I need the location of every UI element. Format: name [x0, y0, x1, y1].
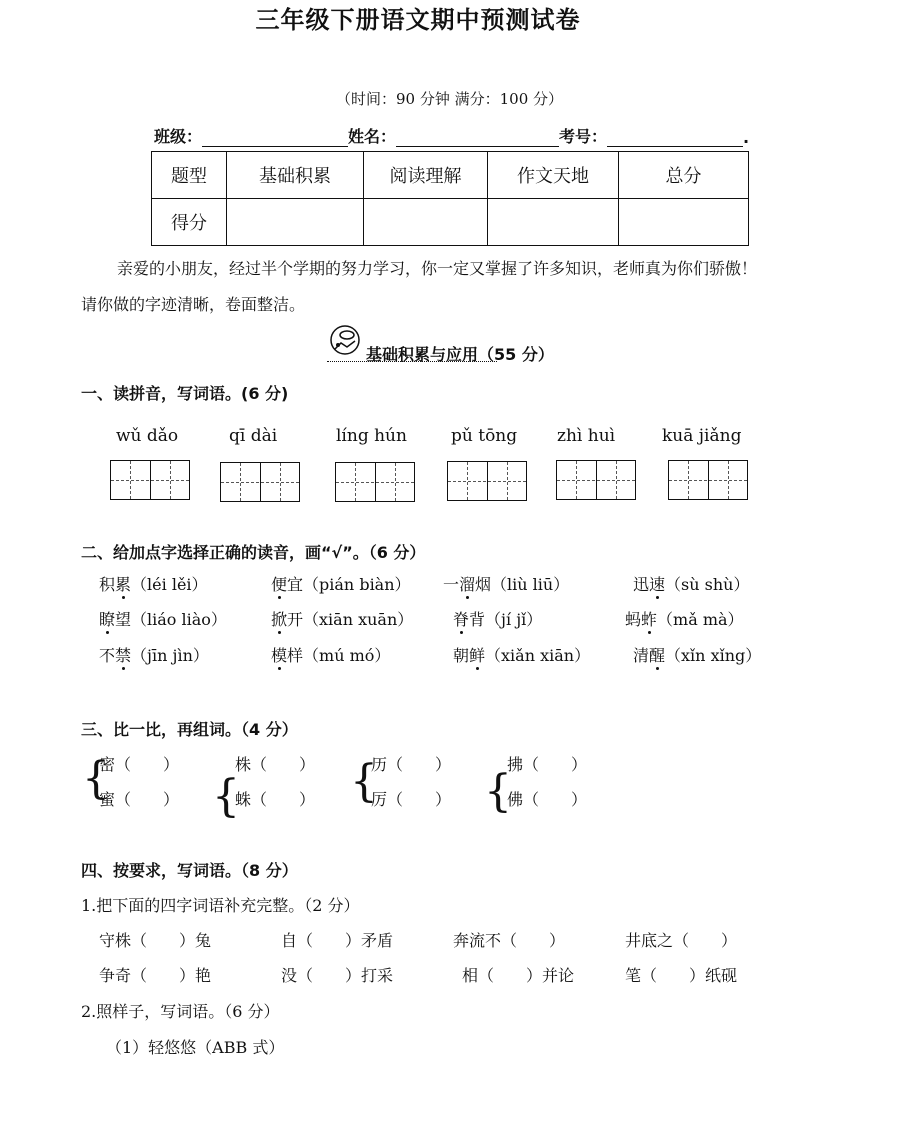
- score-table-score-row: [152, 199, 749, 246]
- q3-heading: 三、比一比，再组词。（4 分）: [81, 720, 298, 739]
- intro-line-2: 请你做的字迹清晰，卷面整洁。: [81, 295, 306, 314]
- writing-grid[interactable]: [668, 460, 748, 500]
- compare-word[interactable]: 厉（ ）: [371, 790, 452, 809]
- reading-item[interactable]: 清醒（xǐn xǐng）: [633, 646, 762, 665]
- reading-item[interactable]: 朝鲜（xiǎn xiān）: [453, 646, 591, 665]
- score-cell[interactable]: [488, 199, 619, 246]
- idiom-item[interactable]: 没（ ）打采: [281, 966, 394, 985]
- reading-item[interactable]: 迅速（sù shù）: [633, 575, 750, 594]
- compare-word[interactable]: 拂（ ）: [507, 755, 588, 774]
- score-table-header-row: [152, 152, 749, 199]
- reading-item[interactable]: 一溜烟（liù liū）: [443, 575, 570, 594]
- pinyin-6: kuā jiǎng: [662, 426, 742, 446]
- compare-word[interactable]: 株（ ）: [235, 755, 316, 774]
- reading-item[interactable]: 不禁（jīn jìn）: [99, 646, 209, 665]
- q2-heading: 二、给加点字选择正确的读音，画“√”。（6 分）: [81, 543, 426, 562]
- idiom-item[interactable]: 相（ ）并论: [462, 966, 575, 985]
- q4-heading: 四、按要求，写词语。（8 分）: [81, 861, 298, 880]
- idiom-item[interactable]: 守株（ ）兔: [99, 931, 212, 950]
- class-blank[interactable]: [202, 130, 348, 147]
- exam-info: （时间：90 分钟 满分：100 分）: [335, 90, 564, 108]
- idiom-item[interactable]: 笔（ ）纸砚: [625, 966, 738, 985]
- book-icon: [325, 323, 365, 359]
- pinyin-1: wǔ dǎo: [116, 426, 179, 446]
- class-label: 班级：: [154, 127, 203, 146]
- compare-word[interactable]: 蜜（ ）: [99, 790, 180, 809]
- part-title-underline: [327, 361, 497, 362]
- brace: {: [212, 771, 240, 822]
- q4-sub1: 1.把下面的四字词语补充完整。（2 分）: [81, 896, 360, 915]
- row-label: 得分: [152, 199, 227, 246]
- brace: {: [82, 753, 110, 804]
- header-cell: 作文天地: [488, 152, 619, 199]
- writing-grid[interactable]: [110, 460, 190, 500]
- compare-word[interactable]: 佛（ ）: [507, 790, 588, 809]
- header-cell: 阅读理解: [364, 152, 488, 199]
- score-cell[interactable]: [364, 199, 488, 246]
- idiom-item[interactable]: 奔流不（ ）: [453, 931, 566, 950]
- score-cell[interactable]: [619, 199, 749, 246]
- brace: {: [484, 766, 512, 817]
- reading-item[interactable]: 便宜（pián biàn）: [271, 575, 411, 594]
- q4-sub2: 2.照样子，写词语。（6 分）: [81, 1002, 280, 1021]
- score-cell[interactable]: [227, 199, 364, 246]
- part-title: 基础积累与应用（55 分）: [366, 345, 554, 364]
- idiom-item[interactable]: 自（ ）矛盾: [281, 931, 394, 950]
- intro-line-1: 亲爱的小朋友，经过半个学期的努力学习，你一定又掌握了许多知识，老师真为你们骄傲！: [117, 259, 758, 278]
- writing-grid[interactable]: [447, 461, 527, 501]
- compare-word[interactable]: 密（ ）: [99, 755, 180, 774]
- writing-grid[interactable]: [220, 462, 300, 502]
- reading-item[interactable]: 积累（léi lěi）: [99, 575, 208, 594]
- exam-title: 三年级下册语文期中预测试卷: [255, 6, 581, 34]
- idiom-item[interactable]: 井底之（ ）: [625, 931, 738, 950]
- q4-sub2-item1[interactable]: （1）轻悠悠（ABB 式）: [106, 1038, 285, 1057]
- q1-heading: 一、读拼音，写词语。(6 分): [81, 384, 289, 403]
- pinyin-5: zhì huì: [557, 426, 616, 446]
- pinyin-2: qī dài: [229, 426, 278, 446]
- name-blank[interactable]: [396, 130, 559, 147]
- writing-grid[interactable]: [556, 460, 636, 500]
- pinyin-3: líng hún: [336, 426, 407, 446]
- writing-grid[interactable]: [335, 462, 415, 502]
- compare-word[interactable]: 蛛（ ）: [235, 790, 316, 809]
- header-cell: 总分: [619, 152, 749, 199]
- number-label: 考号：: [559, 127, 608, 146]
- header-cell: 题型: [152, 152, 227, 199]
- reading-item[interactable]: 脊背（jí jǐ）: [453, 610, 543, 629]
- name-label: 姓名：: [348, 127, 397, 146]
- pinyin-4: pǔ tōng: [451, 426, 518, 446]
- fields-end: .: [743, 128, 750, 147]
- reading-item[interactable]: 瞭望（liáo liào）: [99, 610, 227, 629]
- reading-item[interactable]: 掀开（xiān xuān）: [271, 610, 414, 629]
- idiom-item[interactable]: 争奇（ ）艳: [99, 966, 212, 985]
- score-table: [151, 151, 749, 246]
- compare-word[interactable]: 历（ ）: [371, 755, 452, 774]
- brace: {: [350, 756, 378, 807]
- reading-item[interactable]: 蚂蚱（mǎ mà）: [625, 610, 744, 629]
- reading-item[interactable]: 模样（mú mó）: [271, 646, 391, 665]
- student-fields: [154, 124, 749, 147]
- number-blank[interactable]: [607, 130, 743, 147]
- header-cell: 基础积累: [227, 152, 364, 199]
